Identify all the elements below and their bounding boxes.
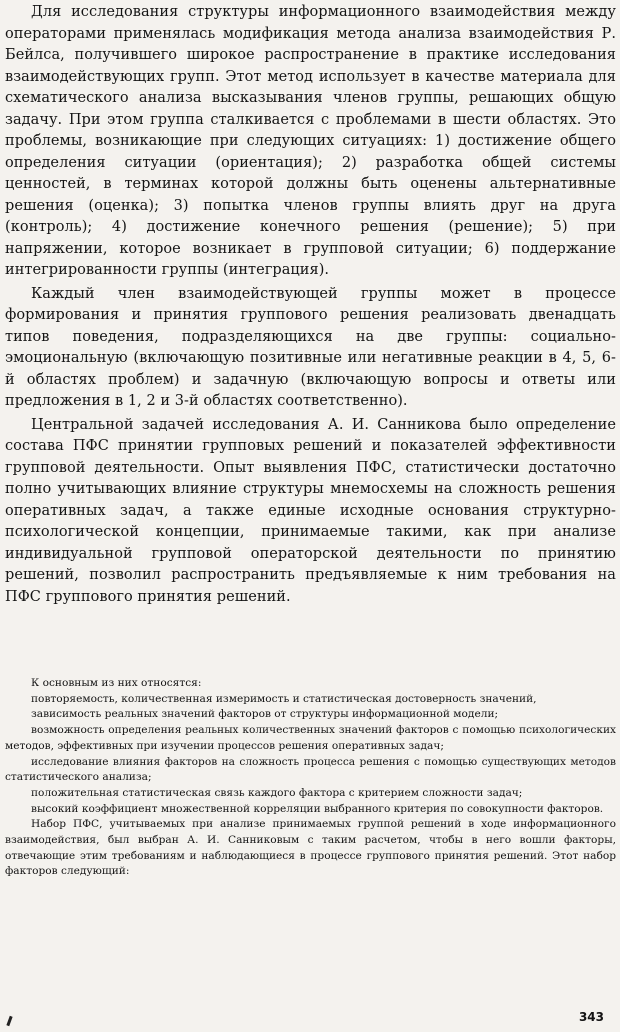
main-text [5,2,616,610]
requirement-item: зависимость реальных значений факторов от структуры информационной модели; [31,708,499,721]
scan-artifact [6,1016,12,1026]
requirement-item: исследование влияния факторов на сложность процесса решения с помощью существующих методов статистического анализа; [5,755,616,784]
requirement-item: повторяемость, количественная измеримость и статистическая достоверность значений, [31,692,537,705]
paragraph-behavior-types: Каждый член взаимодействующей группы может в процессе формирования и принятия группового решения реализовать двенадцать типов поведения, подразделяющихся на две группы: социально-эмоциональную (включающую позитивные или негативные реакции в 4, 5, 6-й областях проблем) и задачную (включающую вопросы и ответы или предложения в 1, 2 и 3-й областях соответственно). [5,285,616,409]
small-print-section [5,676,616,880]
paragraph-bales-method: Для исследования структуры информационного взаимодействия между операторами применялась модификация метода анализа взаимодействия Р. Бейлса, получившего широкое распространение в практике исследования взаимодействующих групп. Этот метод использует в качестве материала для схематического анализа высказывания членов группы, решающих общую задачу. При этом группа сталкивается с проблемами в шести областях. Это проблемы, возникающие при следующих ситуациях: 1) достижение общего определения ситуации (ориентация); 2) разработка общей системы ценностей, в терминах которой должны быть оценены альтернативные решения (оценка); 3) попытка членов группы влиять друг на друга (контроль); 4) достижение конечного решения (решение); 5) при напряжении, которое возникает в групповой ситуации; 6) поддержание интегрированности группы (интеграция). [5,4,616,278]
page-number: 343 [578,1010,604,1024]
requirements-intro: К основным из них относятся: [31,677,202,689]
paragraph-sannikov-task: Центральной задачей исследования А. И. Санникова было определение состава ПФС принятии групповых решений и показателей эффективности групповой деятельности. Опыт выявления ПФС, статистически достаточно полно учитывающих влияние структуры мнемосхемы на сложность решения оперативных задач, а также единые исходные основания структурно-психологической концепции, принимаемые такими, как при анализе индивидуальной групповой операторской деятельности по принятию решений, позволил распространить предъявляемые к ним требования на ПФС группового принятия решений. [5,416,616,605]
requirement-item: положительная статистическая связь каждого фактора с критерием сложности задач; [31,786,523,799]
requirement-item: возможность определения реальных количественных значений факторов с помощью психологических методов, эффективных при изучении процессов решения оперативных задач; [5,724,616,752]
pfs-selection-paragraph: Набор ПФС, учитываемых при анализе принимаемых группой решений в ходе информационного взаимодействия, был выбран А. И. Санниковым с таким расчетом, чтобы в него вошли факторы, отвечающие этим требованиям и наблюдающиеся в процессе группового принятия решений. Этот набор факторов следующий: [5,818,616,878]
requirement-item: высокий коэффициент множественной корреляции выбранного критерия по совокупности факторов. [31,802,604,815]
